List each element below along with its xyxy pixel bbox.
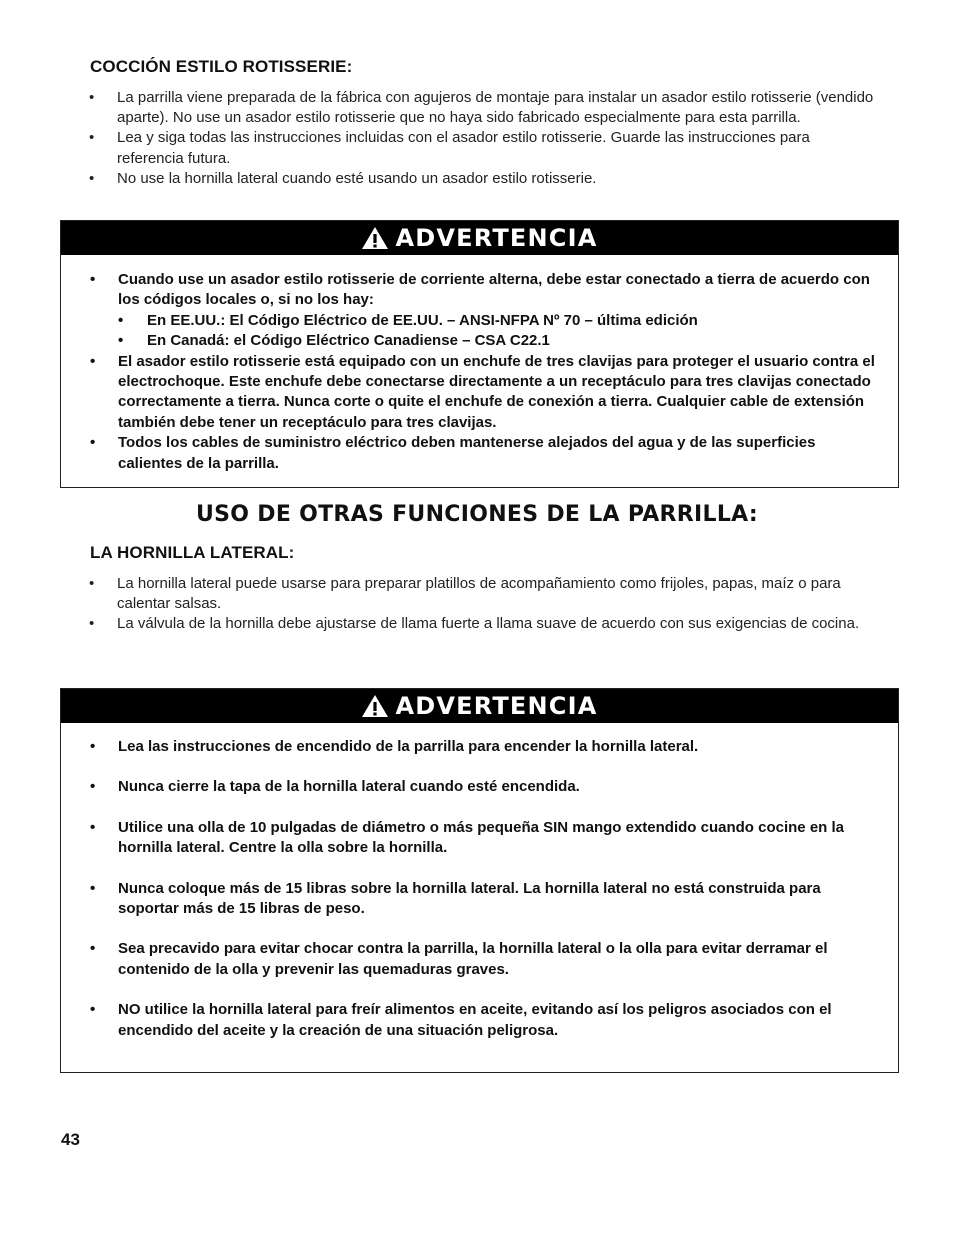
list-item: • La parrilla viene preparada de la fábrica con agujeros de montaje para instalar un asador estilo rotisserie (vendido aparte). No use un asador estilo rotisserie que no haya sido fabricado especialmente para esta parrilla. bbox=[89, 89, 874, 127]
warning-box-rotisserie bbox=[60, 220, 899, 488]
page-number: 43 bbox=[61, 1130, 80, 1149]
list-item: • Nunca cierre la tapa de la hornilla lateral cuando esté encendida. bbox=[90, 778, 580, 796]
list-item: • La hornilla lateral puede usarse para preparar platillos de acompañamiento como frijoles, papas, maíz o para calentar salsas. bbox=[89, 575, 841, 613]
rotisserie-heading: COCCIÓN ESTILO ROTISSERIE: bbox=[90, 57, 353, 76]
warning-banner bbox=[61, 221, 898, 255]
list-item: • Lea las instrucciones de encendido de la parrilla para encender la hornilla lateral. bbox=[90, 738, 699, 755]
list-item: • Todos los cables de suministro eléctrico deben mantenerse alejados del agua y de las superficies calientes de la parrilla. bbox=[90, 434, 816, 472]
list-item: • En EE.UU.: El Código Eléctrico de EE.UU. – ANSI-NFPA Nº 70 – última edición bbox=[118, 311, 698, 329]
sub-list bbox=[118, 311, 880, 352]
warning-triangle-icon bbox=[361, 694, 389, 718]
section-title: USO DE OTRAS FUNCIONES DE LA PARRILLA: bbox=[195, 502, 758, 527]
list-item: • Lea y siga todas las instrucciones incluidas con el asador estilo rotisserie. Guarde las instrucciones para referencia futura. bbox=[89, 129, 810, 167]
list-item: • NO utilice la hornilla lateral para freír alimentos en aceite, evitando así los peligros asociados con el encendido del aceite y la creación de una situación peligrosa. bbox=[90, 1001, 832, 1039]
list-item: • Cuando use un asador estilo rotisserie de corriente alterna, debe estar conectado a tierra de acuerdo con los códigos locales o, si no los hay: • En EE.UU.: El Código Eléctrico de EE.UU. – ANSI-NFPA Nº 70 – última edición • En Canadá: el Código Eléctrico Canadiense – CSA C22.1 bbox=[90, 270, 880, 352]
list-item: • Sea precavido para evitar chocar contra la parrilla, la hornilla lateral o la olla para evitar derramar el contenido de la olla y prevenir las quemaduras graves. bbox=[90, 940, 828, 978]
warning-banner bbox=[61, 689, 898, 723]
warning-title: ADVERTENCIA bbox=[395, 692, 598, 720]
list-item: • La válvula de la hornilla debe ajustarse de llama fuerte a llama suave de acuerdo con sus exigencias de cocina. bbox=[89, 615, 860, 633]
list-item: • Nunca coloque más de 15 libras sobre la hornilla lateral. La hornilla lateral no está construida para soportar más de 15 libras de peso. bbox=[90, 879, 821, 918]
list-item: • No use la hornilla lateral cuando esté usando un asador estilo rotisserie. bbox=[89, 169, 597, 187]
list-item: • En Canadá: el Código Eléctrico Canadiense – CSA C22.1 bbox=[118, 332, 550, 350]
side-burner-heading: LA HORNILLA LATERAL: bbox=[90, 543, 295, 562]
warning-list bbox=[90, 270, 880, 474]
warning-title: ADVERTENCIA bbox=[395, 224, 598, 252]
warning-list bbox=[90, 737, 880, 1061]
warning-box-side-burner bbox=[60, 688, 899, 1073]
list-item: • Utilice una olla de 10 pulgadas de diámetro o más pequeña SIN mango extendido cuando cocine en la hornilla lateral. Centre la olla sobre la hornilla. bbox=[90, 818, 844, 857]
warning-triangle-icon bbox=[361, 226, 389, 250]
side-burner-bullet-list bbox=[89, 574, 879, 635]
rotisserie-bullet-list bbox=[89, 88, 879, 189]
list-item: • El asador estilo rotisserie está equipado con un enchufe de tres clavijas para proteger el usuario contra el electrochoque. Este enchufe debe conectarse directamente a un receptáculo para tres clavijas conectado correctamente a tierra. Nunca corte o quite el enchufe de conexión a tierra. Cualquier cable de extensión también debe tener un receptáculo para tres clavijas. bbox=[90, 352, 875, 431]
